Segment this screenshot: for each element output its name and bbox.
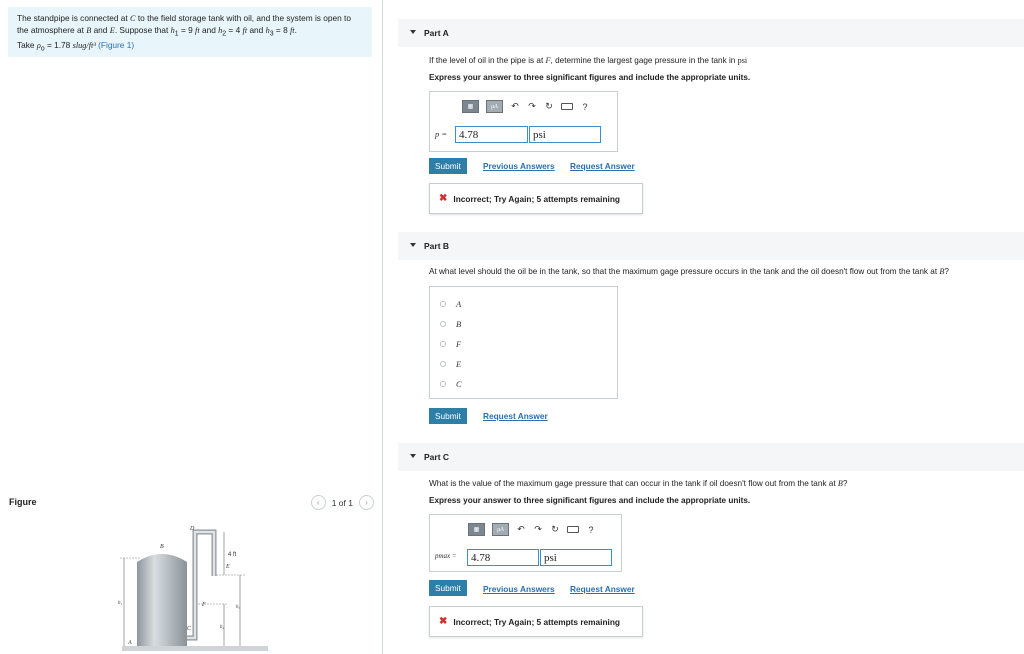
figure-link[interactable]: (Figure 1) <box>98 39 135 50</box>
label-C: C <box>187 626 192 632</box>
part-c-unit-input[interactable]: psi <box>540 549 612 566</box>
label-E: E <box>226 564 230 570</box>
part-a-value-input[interactable]: 4.78 <box>455 126 528 143</box>
chevron-left-icon[interactable]: ‹ <box>311 495 326 510</box>
radio-button[interactable] <box>440 341 446 347</box>
left-panel <box>0 0 383 654</box>
templates-icon[interactable]: ▦ <box>462 100 479 113</box>
chevron-right-icon[interactable]: › <box>359 495 374 510</box>
caret-down-icon <box>410 243 416 247</box>
help-icon[interactable]: ? <box>582 101 588 112</box>
part-b-request-answer-link[interactable]: Request Answer <box>483 411 548 421</box>
units-button[interactable]: μA <box>486 100 503 113</box>
undo-icon[interactable]: ↶ <box>517 524 525 534</box>
part-c-answer-box <box>429 514 622 572</box>
part-c-previous-answers-link[interactable]: Previous Answers <box>483 584 555 594</box>
part-c-feedback: ✖ Incorrect; Try Again; 5 attempts remaining <box>429 606 643 637</box>
option-f[interactable]: F <box>440 339 461 349</box>
part-b-submit-button[interactable]: Submit <box>429 408 467 424</box>
option-a[interactable]: A <box>440 299 461 309</box>
radio-button[interactable] <box>440 321 446 327</box>
part-a-instruction: Express your answer to three significant figures and include the appropriate units. <box>429 73 751 82</box>
keyboard-icon[interactable] <box>567 526 579 533</box>
label-A: A <box>128 640 132 646</box>
figure-header <box>8 495 374 511</box>
option-b[interactable]: B <box>440 319 461 329</box>
part-c-header[interactable]: Part C <box>398 443 1024 471</box>
radio-button[interactable] <box>440 361 446 367</box>
figure-nav <box>311 495 374 510</box>
label-B: B <box>160 544 164 550</box>
option-c[interactable]: C <box>440 379 462 389</box>
caret-down-icon <box>410 30 416 34</box>
part-a-unit-input[interactable]: psi <box>529 126 601 143</box>
part-c-question: What is the value of the maximum gage pressure that can occur in the tank if oil doesn't flow out from the tank at B? <box>429 479 848 488</box>
reset-icon[interactable]: ↻ <box>551 524 559 534</box>
storage-tank <box>137 554 187 646</box>
label-h1: h₁ <box>118 601 123 606</box>
ground <box>122 646 268 651</box>
part-b-options <box>429 286 618 399</box>
part-a-toolbar <box>462 100 590 113</box>
part-a-previous-answers-link[interactable]: Previous Answers <box>483 161 555 171</box>
redo-icon[interactable]: ↷ <box>528 101 536 111</box>
part-a-header[interactable]: Part A <box>398 19 1024 47</box>
part-c-var-label: pmax = <box>435 552 457 560</box>
help-icon[interactable]: ? <box>588 524 594 535</box>
radio-button[interactable] <box>440 301 446 307</box>
undo-icon[interactable]: ↶ <box>511 101 519 111</box>
part-c-request-answer-link[interactable]: Request Answer <box>570 584 635 594</box>
label-h2: h₂ <box>220 625 225 630</box>
keyboard-icon[interactable] <box>561 103 573 110</box>
error-x-icon: ✖ <box>439 193 448 204</box>
option-e[interactable]: E <box>440 359 461 369</box>
part-a-var-label: p = <box>435 129 448 139</box>
error-x-icon: ✖ <box>439 616 448 627</box>
part-c-toolbar <box>468 523 596 536</box>
units-button[interactable]: μA <box>492 523 509 536</box>
problem-statement: The standpipe is connected at C to the field storage tank with oil, and the system is open to the atmosphere at B and E. Suppose that $h_1 = 9$ ft and $h_2 = 4$ ft and $h_3 = 8$ ft. Take $\rho_o = 1.78$ slug/ft³ (Figure 1) <box>8 7 372 57</box>
part-c-submit-button[interactable]: Submit <box>429 580 467 596</box>
part-b-question: At what level should the oil be in the tank, so that the maximum gage pressure occurs in the tank and the oil doesn't flow out from the tank at B? <box>429 267 949 276</box>
caret-down-icon <box>410 454 416 458</box>
problem-text: The standpipe is connected at <box>17 13 131 23</box>
label-F: F <box>202 602 206 608</box>
templates-icon[interactable]: ▦ <box>468 523 485 536</box>
tank-figure <box>110 520 270 654</box>
reset-icon[interactable]: ↻ <box>545 101 553 111</box>
part-a-feedback: ✖ Incorrect; Try Again; 5 attempts remaining <box>429 183 643 214</box>
label-h3: h₃ <box>236 605 241 610</box>
part-a-submit-button[interactable]: Submit <box>429 158 467 174</box>
label-dim: 4 ft <box>228 552 237 558</box>
radio-button[interactable] <box>440 381 446 387</box>
part-c-instruction: Express your answer to three significant figures and include the appropriate units. <box>429 496 751 505</box>
redo-icon[interactable]: ↷ <box>534 524 542 534</box>
label-D: D <box>190 526 195 532</box>
part-a-request-answer-link[interactable]: Request Answer <box>570 161 635 171</box>
figure-count: 1 of 1 <box>331 497 353 508</box>
part-b-header[interactable]: Part B <box>398 232 1024 260</box>
part-c-value-input[interactable]: 4.78 <box>467 549 539 566</box>
part-a-answer-box <box>429 91 618 152</box>
figure-title: Figure <box>9 497 37 507</box>
standpipe <box>187 532 214 638</box>
part-a-question: If the level of oil in the pipe is at F, determine the largest gage pressure in the tank in psi <box>429 56 748 65</box>
